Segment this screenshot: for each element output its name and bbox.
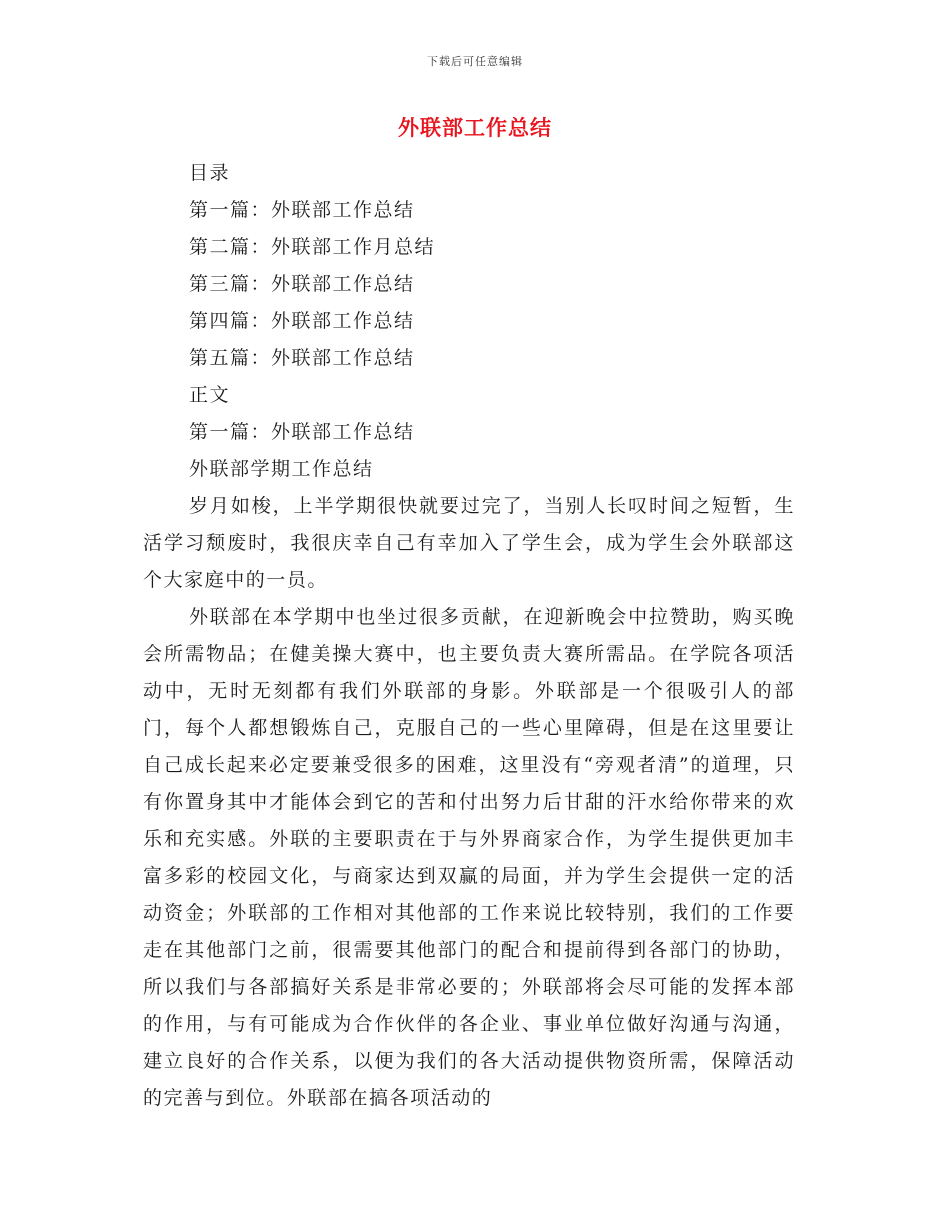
body-heading: 正文 bbox=[189, 384, 231, 406]
section-subtitle: 外联部学期工作总结 bbox=[189, 458, 374, 480]
table-of-contents bbox=[189, 155, 829, 488]
toc-item: 第二篇：外联部工作月总结 bbox=[189, 236, 436, 258]
toc-item: 第四篇：外联部工作总结 bbox=[189, 310, 415, 332]
section-title: 第一篇：外联部工作总结 bbox=[189, 421, 415, 443]
toc-item: 第三篇：外联部工作总结 bbox=[189, 273, 415, 295]
document-title: 外联部工作总结 bbox=[398, 116, 552, 140]
toc-item: 第五篇：外联部工作总结 bbox=[189, 347, 415, 369]
body-paragraph: 岁月如梭，上半学期很快就要过完了，当别人长叹时间之短暂，生活学习颓废时，我很庆幸自己有幸加入了学生会，成为学生会外联部这个大家庭中的一员。 bbox=[143, 495, 795, 591]
toc-heading: 目录 bbox=[189, 162, 231, 184]
toc-item: 第一篇：外联部工作总结 bbox=[189, 199, 415, 221]
document-body bbox=[143, 488, 795, 1117]
page-header-note: 下载后可任意编辑 bbox=[427, 55, 523, 68]
body-paragraph: 外联部在本学期中也坐过很多贡献，在迎新晚会中拉赞助，购买晚会所需物品；在健美操大赛中，也主要负责大赛所需品。在学院各项活动中，无时无刻都有我们外联部的身影。外联部是一个很吸引人的部门，每个人都想锻炼自己，克服自己的一些心里障碍，但是在这里要让自己成长起来必定要兼受很多的困难，这里没有“旁观者清”的道理，只有你置身其中才能体会到它的苦和付出努力后甘甜的汗水给你带来的欢乐和充实感。外联的主要职责在于与外界商家合作，为学生提供更加丰富多彩的校园文化，与商家达到双赢的局面，并为学生会提供一定的活动资金；外联部的工作相对其他部的工作来说比较特别，我们的工作要走在其他部门之前，很需要其他部门的配合和提前得到各部门的协助，所以我们与各部搞好关系是非常必要的；外联部将会尽可能的发挥本部的作用，与有可能成为合作伙伴的各企业、事业单位做好沟通与沟通，建立良好的合作关系，以便为我们的各大活动提供物资所需，保障活动的完善与到位。外联部在搞各项活动的 bbox=[143, 606, 795, 1109]
